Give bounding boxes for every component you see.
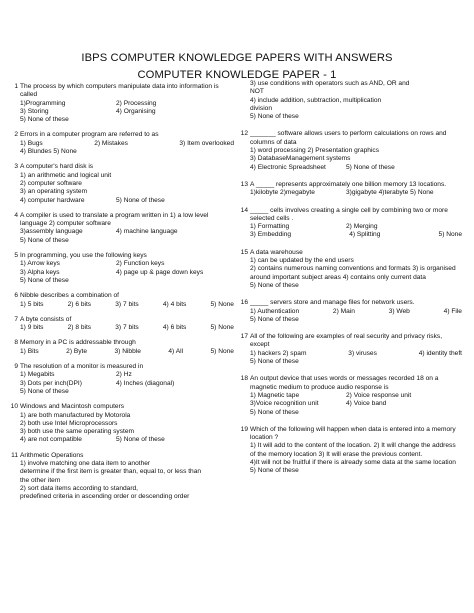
question-item (240, 375, 462, 416)
option-text: 3) Embedding (250, 231, 292, 239)
question-line: A byte consists of (20, 315, 72, 323)
question-line: 1) word processing 2) Presentation graphics (250, 147, 380, 155)
option-text: 2) Hz (116, 371, 132, 379)
question-line: Nibble describes a combination of (20, 292, 119, 300)
question-item (14, 211, 234, 245)
option-text: 1)kilobyte 2)megabyte (250, 189, 315, 197)
option-text: 4) Inches (diagonal) (116, 379, 175, 387)
option-text: 5) None of these (116, 436, 165, 444)
option-text: 4) Splitting (349, 231, 381, 239)
option-text: 3)gigabyte 4)terabyte 5) None (346, 189, 434, 197)
question-line: 1) It will add to the content of the location. 2) It will change the address of the memory location 3) It will erase the previous content. (250, 442, 456, 458)
question-line: 3) an operating system (20, 188, 88, 196)
question-number: 8 (14, 339, 18, 347)
question-line: 5) None of these (250, 358, 299, 366)
options-row (20, 380, 234, 388)
option-text: 1) Magnetic tape (250, 391, 300, 399)
option-text: 5) None (210, 347, 234, 355)
option-text: 5) None (210, 324, 234, 332)
document-subtitle: COMPUTER KNOWLEDGE PAPER - 1 (137, 69, 337, 81)
question-item (14, 339, 234, 356)
question-line: 3) use conditions with operators such as AND, OR and (250, 80, 410, 87)
question-number: 7 (14, 315, 18, 323)
options-row (20, 228, 234, 236)
question-item (240, 180, 462, 198)
question-line: 5) None of these (20, 276, 69, 284)
question-number: 13 (240, 180, 248, 188)
option-text: 1) Bugs (20, 139, 43, 147)
option-text: 4) computer hardware (20, 196, 85, 204)
question-number: 9 (14, 363, 18, 371)
option-text: 3) Dots per inch(DPI) (20, 379, 82, 387)
question-line: _____ servers store and manage files for network users. (250, 299, 415, 307)
option-text: 4) Electronic Spreadsheet (250, 163, 326, 171)
question-item (14, 292, 234, 309)
options-row (250, 231, 462, 239)
question-line: Which of the following will happen when data is entered into a memory location ? (250, 425, 456, 442)
question-line: 3) DatabaseManagement systems (250, 155, 351, 163)
options-row (250, 350, 462, 358)
question-line: 2) both use Intel Microprocessors (20, 419, 118, 427)
option-text: 4) identity theft (418, 349, 462, 357)
question-item (240, 425, 462, 476)
option-text: 1) Authentication (250, 307, 300, 315)
option-text: 1) 5 bits (20, 300, 44, 308)
question-line: division (250, 104, 272, 112)
question-number: 19 (240, 425, 248, 433)
question-number: 12 (240, 130, 248, 138)
question-line: 4) include addition, subtraction, multiplication (250, 96, 382, 104)
right-column (240, 80, 462, 476)
option-text: 2) 8 bits (67, 324, 92, 332)
option-text: 5) None (438, 231, 462, 239)
option-text: 5) None (210, 300, 234, 308)
question-line: Errors in a computer program are referred to as (20, 131, 159, 139)
option-text: 4) are not compatible (20, 436, 82, 444)
question-line: 5) None of these (20, 236, 69, 244)
question-line: 5) None of these (20, 387, 69, 395)
option-text: 2) Processing (116, 99, 157, 107)
option-text: 2) Voice response unit (346, 391, 412, 399)
options-row (20, 100, 234, 108)
question-line: NOT (250, 88, 264, 96)
option-text: 4) 4 bits (162, 300, 187, 308)
option-text: 3) Storing (20, 107, 49, 115)
option-text: 2) Main (332, 307, 355, 315)
options-row (250, 189, 462, 197)
question-item (10, 403, 234, 444)
option-text: 5) None of these (346, 163, 395, 171)
question-line: 5) None of these (250, 467, 299, 475)
options-row (20, 301, 234, 309)
question-number: 11 (11, 451, 18, 459)
question-line: 2) sort data items according to standard, (20, 484, 139, 492)
option-text: 2) Byte (66, 347, 88, 355)
question-number: 6 (14, 292, 18, 300)
question-item (14, 363, 234, 396)
question-line: 5) None of these (250, 408, 299, 416)
left-column (10, 80, 234, 501)
option-text: 3) 7 bits (115, 324, 139, 332)
option-text: 2) Function keys (116, 260, 165, 268)
question-line: 4)It will not be fruitful if there is already some data at the same location (250, 458, 456, 466)
options-row (20, 348, 234, 356)
question-line: _____ cells involves creating a single cell by combining two or more selected cells . (250, 206, 448, 222)
options-row (20, 197, 234, 205)
option-text: 3) Item overlooked (179, 139, 234, 147)
option-text: 2) 6 bits (67, 300, 92, 308)
question-number: 4 (14, 211, 18, 219)
option-text: 4) machine language (116, 228, 178, 236)
question-line: 5) None of these (250, 315, 299, 323)
question-line: Memory in a PC is addressable through (20, 339, 136, 347)
question-line: 1) are both manufactured by Motorola (20, 411, 131, 419)
options-row (20, 371, 234, 379)
question-line: predefined criteria in ascending order or descending order (20, 493, 190, 501)
options-row (20, 324, 234, 332)
options-row (20, 140, 234, 148)
option-text: 3)assembly language (20, 228, 83, 236)
question-line: determine if the first item is greater than, equal to, or less than (20, 468, 202, 476)
question-line: 3) both use the same operating system (20, 428, 134, 436)
option-text: 4) Voice band (346, 400, 387, 408)
option-text: 2) Mistakes (94, 139, 128, 147)
question-line: A compiler is used to translate a program written in 1) a low level language 2) computer software (20, 211, 209, 228)
option-text: 3) Web (388, 307, 410, 315)
options-row (20, 108, 234, 116)
option-text: 1) hackers 2) spam (250, 349, 307, 357)
question-line: The resolution of a monitor is measured in (20, 363, 144, 371)
option-text: 4) File (443, 307, 462, 315)
options-row (250, 223, 462, 231)
question-item (240, 248, 462, 290)
question-line: 2) computer software (20, 179, 82, 187)
question-line: The process by which computers manipulate data into information is called (20, 83, 219, 99)
question-number: 15 (240, 248, 248, 256)
option-text: 4) Organising (116, 107, 156, 115)
question-line: 5) None of these (20, 116, 69, 124)
question-number: 10 (10, 403, 18, 411)
question-number: 14 (240, 206, 248, 214)
option-text: 4) 6 bits (162, 324, 187, 332)
question-item (14, 163, 234, 204)
option-text: 2) Merging (346, 223, 378, 231)
question-number: 5 (14, 252, 18, 260)
question-line: 1) involve matching one data item to another (20, 459, 151, 467)
question-line: Windows and Macintosh computers (20, 403, 125, 411)
question-line: In programming, you use the following keys (20, 252, 147, 260)
question-line: 2) contains numerous naming conventions and formats 3) is organised around important subject areas 4) contains only current data (250, 265, 456, 281)
question-line: An output device that uses words or messages recorded 18 on a magnetic medium to produce audio response is (250, 375, 439, 391)
document-title: IBPS COMPUTER KNOWLEDGE PAPERS WITH ANSWERS (81, 52, 393, 64)
question-item (14, 83, 234, 124)
options-row (250, 400, 462, 408)
question-line: 5) None of these (250, 113, 299, 121)
question-number: 16 (240, 299, 248, 307)
option-text: 1) 9 bits (20, 324, 44, 332)
question-number: 3 (14, 163, 18, 171)
question-line: Arithmetic Operations (20, 451, 84, 459)
option-text: 3)Voice recognition unit (250, 400, 319, 408)
question-line: 5) None of these (250, 281, 299, 289)
question-number: 18 (240, 375, 248, 383)
options-row (20, 269, 234, 277)
question-item (14, 131, 234, 156)
question-line: All of the following are examples of real security and privacy risks, except (250, 333, 443, 349)
question-number: 17 (240, 333, 248, 341)
question-item (11, 451, 234, 460)
question-line: 1) can be updated by the end users (250, 257, 354, 265)
question-line: 4) Blundes 5) None (20, 148, 77, 156)
question-line: 1) an arithmetic and logical unit (20, 171, 112, 179)
options-row (250, 392, 462, 400)
options-row (250, 308, 462, 316)
question-item (240, 299, 462, 324)
option-text: 1) Arrow keys (20, 260, 60, 268)
question-line: the other item (20, 476, 61, 484)
question-line: A computer's hard disk is (20, 163, 94, 171)
option-text: 1) Megabits (20, 371, 55, 379)
option-text: 4) All (168, 347, 184, 355)
option-text: 3) Alpha keys (20, 268, 60, 276)
question-item (240, 130, 462, 171)
option-text: 3) 7 bits (115, 300, 139, 308)
question-item (240, 206, 462, 240)
question-number: 1 (14, 83, 18, 90)
option-text: 1) Bits (20, 347, 39, 355)
option-text: 4) page up & page down keys (116, 268, 204, 276)
option-text: 3) viruses (348, 349, 377, 357)
option-text: 5) None of these (116, 196, 165, 204)
question-line: A _____ represents approximately one billion memory 13 locations. (250, 180, 447, 188)
options-row (250, 164, 462, 172)
question-item (240, 333, 462, 366)
question-line: A data warehouse (250, 248, 303, 256)
question-line: _______ software allows users to perform calculations on rows and columns of data (250, 130, 447, 146)
option-text: 1) Formatting (250, 223, 290, 231)
options-row (20, 260, 234, 268)
question-item (14, 252, 234, 285)
option-text: 1)Programming (20, 99, 66, 107)
question-item (14, 315, 234, 333)
options-row (20, 436, 234, 444)
question-number: 2 (14, 131, 18, 139)
option-text: 3) Nibble (114, 347, 141, 355)
